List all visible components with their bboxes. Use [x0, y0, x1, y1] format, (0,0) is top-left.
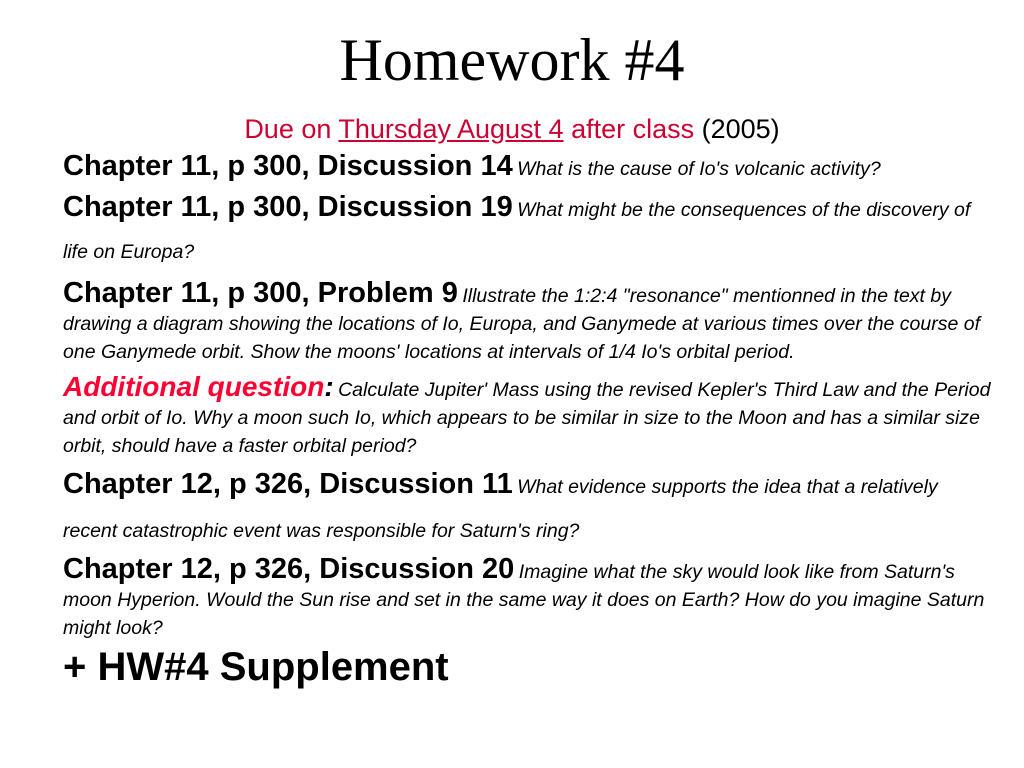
assignment-heading: Chapter 11, p 300, Problem 9 [63, 277, 458, 309]
assignment-item [63, 463, 993, 554]
due-prefix: Due on [244, 114, 332, 144]
assignment-item [63, 187, 993, 274]
assignment-heading: Chapter 12, p 326, Discussion 20 [63, 553, 515, 585]
assignment-question: What is the cause of Io's volcanic activity? [517, 158, 881, 180]
assignment-item [63, 553, 993, 643]
due-date-line [0, 111, 1024, 147]
due-date: Thursday August 4 [338, 114, 564, 144]
assignment-list [63, 152, 993, 690]
due-suffix: after class [571, 114, 695, 144]
assignment-heading: Chapter 11, p 300, Discussion 19 [63, 191, 513, 223]
additional-question-text: Calculate Jupiter' Mass using the revised Kepler's Third Law and the Period and orbit of Io. Why a moon such Io, which appears to be similar in size to the Moon and has a similar size orbit, should have a faster orbital period? [63, 379, 991, 457]
hw-supplement: + HW#4 Supplement [63, 645, 449, 689]
assignment-question: What might be the consequences of the discovery of life on Europa? [63, 199, 971, 263]
assignment-item [63, 277, 993, 367]
additional-question [63, 373, 993, 461]
assignment-item [63, 152, 993, 185]
page-title: Homework #4 [339, 27, 685, 93]
due-year: (2005) [701, 114, 780, 144]
additional-question-heading: Additional question [63, 371, 325, 402]
assignment-question: What evidence supports the idea that a relatively recent catastrophic event was responsible for Saturn's ring? [63, 476, 938, 542]
assignment-question: Imagine what the sky would look like from Saturn's moon Hyperion. Would the Sun rise and set in the same way it does on Earth? How do you imagine Saturn might look? [63, 561, 985, 639]
assignment-heading: Chapter 11, p 300, Discussion 14 [63, 150, 513, 182]
assignment-heading: Chapter 12, p 326, Discussion 11 [63, 468, 513, 500]
additional-question-colon: : [324, 371, 334, 402]
assignment-question: Illustrate the 1:2:4 "resonance" mentionned in the text by drawing a diagram showing the locations of Io, Europa, and Ganymede at various times over the course of one Ganymede orbit. Show the moons' locations at intervals of 1/4 Io's orbital period. [63, 285, 981, 363]
